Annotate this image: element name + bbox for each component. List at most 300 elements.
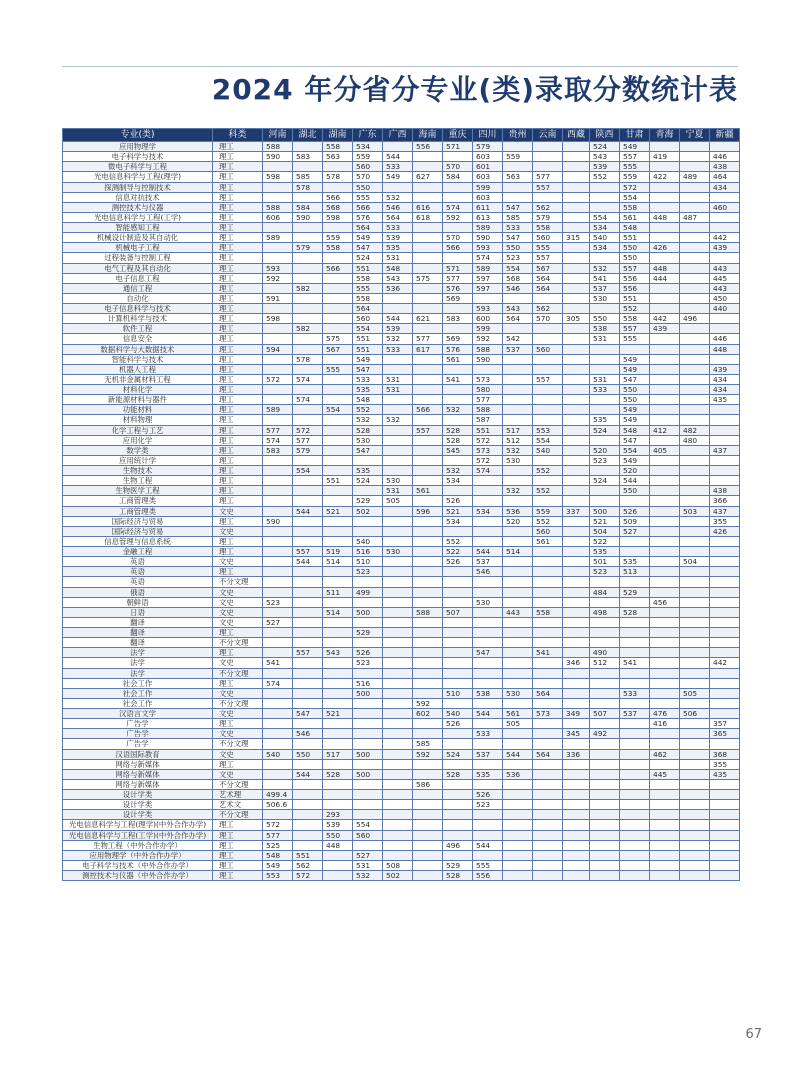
cell-score <box>590 628 620 638</box>
cell-major: 社会工作 <box>63 698 213 708</box>
header-province: 宁夏 <box>680 129 710 142</box>
cell-score <box>383 810 413 820</box>
cell-score <box>353 597 383 607</box>
cell-score <box>680 445 710 455</box>
cell-score <box>650 678 680 688</box>
cell-score <box>710 820 740 830</box>
cell-score <box>413 223 443 233</box>
cell-score <box>383 759 413 769</box>
cell-score <box>473 364 503 374</box>
table-row <box>63 779 740 789</box>
cell-score: 434 <box>710 374 740 384</box>
cell-score: 560 <box>533 344 563 354</box>
cell-score: 530 <box>383 476 413 486</box>
cell-score <box>503 182 533 192</box>
cell-score: 517 <box>503 425 533 435</box>
cell-score <box>413 243 443 253</box>
cell-score <box>383 304 413 314</box>
cell-score: 512 <box>590 658 620 668</box>
cell-score <box>680 567 710 577</box>
cell-category: 理工 <box>213 860 263 870</box>
cell-score <box>413 688 443 698</box>
cell-score: 551 <box>353 334 383 344</box>
cell-score <box>473 486 503 496</box>
cell-score <box>443 526 473 536</box>
cell-score: 555 <box>473 860 503 870</box>
cell-score <box>443 567 473 577</box>
cell-score <box>680 344 710 354</box>
cell-major: 生物工程（中外合作办学） <box>63 840 213 850</box>
cell-category: 不分文理 <box>213 638 263 648</box>
cell-category: 理工 <box>213 486 263 496</box>
cell-score <box>293 496 323 506</box>
cell-score <box>383 455 413 465</box>
cell-score <box>473 577 503 587</box>
cell-score <box>680 395 710 405</box>
cell-score <box>323 293 353 303</box>
cell-score <box>503 142 533 152</box>
cell-score: 416 <box>650 719 680 729</box>
cell-score <box>590 749 620 759</box>
cell-score: 542 <box>503 334 533 344</box>
cell-score <box>650 577 680 587</box>
cell-major: 汉语言文学 <box>63 709 213 719</box>
cell-score: 550 <box>293 749 323 759</box>
cell-score: 571 <box>443 263 473 273</box>
cell-score: 591 <box>263 293 293 303</box>
cell-category: 不分文理 <box>213 739 263 749</box>
cell-major: 广告学 <box>63 719 213 729</box>
cell-score <box>590 344 620 354</box>
cell-score <box>503 567 533 577</box>
cell-score <box>533 496 563 506</box>
cell-score <box>650 202 680 212</box>
cell-score: 532 <box>443 405 473 415</box>
cell-score <box>473 628 503 638</box>
cell-score <box>383 638 413 648</box>
cell-score <box>590 577 620 587</box>
cell-score <box>650 304 680 314</box>
cell-score <box>353 840 383 850</box>
cell-score <box>293 830 323 840</box>
cell-score <box>650 830 680 840</box>
cell-major: 机械设计制造及其自动化 <box>63 233 213 243</box>
cell-score <box>443 395 473 405</box>
cell-score <box>503 577 533 587</box>
cell-score: 355 <box>710 516 740 526</box>
cell-score <box>680 142 710 152</box>
cell-score: 594 <box>263 344 293 354</box>
cell-score <box>533 810 563 820</box>
cell-score <box>263 739 293 749</box>
table-row <box>63 506 740 516</box>
cell-score: 510 <box>353 557 383 567</box>
cell-category: 理工 <box>213 263 263 273</box>
cell-major: 设计学类 <box>63 790 213 800</box>
cell-score <box>650 253 680 263</box>
cell-score <box>473 617 503 627</box>
cell-score <box>563 496 590 506</box>
cell-score <box>293 587 323 597</box>
cell-score: 548 <box>263 850 293 860</box>
cell-score <box>710 223 740 233</box>
cell-score: 540 <box>443 709 473 719</box>
cell-score <box>590 810 620 820</box>
cell-major: 智能科学与技术 <box>63 354 213 364</box>
cell-score <box>413 445 443 455</box>
cell-category: 理工 <box>213 273 263 283</box>
cell-score <box>383 577 413 587</box>
table-row <box>63 364 740 374</box>
cell-score: 539 <box>323 820 353 830</box>
cell-score <box>680 233 710 243</box>
cell-score: 293 <box>323 810 353 820</box>
cell-score: 305 <box>563 314 590 324</box>
cell-score <box>680 769 710 779</box>
cell-score <box>563 263 590 273</box>
table-row <box>63 607 740 617</box>
cell-score: 514 <box>503 547 533 557</box>
cell-score <box>650 820 680 830</box>
cell-score <box>383 445 413 455</box>
cell-score <box>680 749 710 759</box>
cell-score <box>563 536 590 546</box>
cell-score: 561 <box>443 354 473 364</box>
cell-score <box>503 395 533 405</box>
cell-score <box>710 850 740 860</box>
cell-score <box>650 536 680 546</box>
cell-score: 526 <box>620 506 650 516</box>
cell-score: 412 <box>650 425 680 435</box>
cell-score <box>710 354 740 364</box>
cell-score: 562 <box>293 860 323 870</box>
cell-score: 572 <box>263 820 293 830</box>
cell-score <box>650 526 680 536</box>
cell-score: 557 <box>293 648 323 658</box>
cell-score: 480 <box>680 435 710 445</box>
cell-score <box>680 304 710 314</box>
cell-score <box>680 587 710 597</box>
cell-score <box>263 253 293 263</box>
table-row <box>63 587 740 597</box>
cell-score <box>443 304 473 314</box>
cell-score <box>323 658 353 668</box>
cell-major: 电子信息科学与技术 <box>63 304 213 314</box>
cell-score: 557 <box>533 253 563 263</box>
cell-category: 理工 <box>213 567 263 577</box>
cell-score <box>473 587 503 597</box>
cell-score: 545 <box>443 445 473 455</box>
cell-score: 554 <box>590 212 620 222</box>
cell-score <box>650 182 680 192</box>
cell-score <box>443 729 473 739</box>
cell-score <box>503 536 533 546</box>
cell-score: 521 <box>590 516 620 526</box>
cell-score <box>503 496 533 506</box>
cell-category: 理工 <box>213 202 263 212</box>
cell-category: 文史 <box>213 557 263 567</box>
cell-score <box>413 628 443 638</box>
cell-score: 546 <box>293 729 323 739</box>
table-row <box>63 698 740 708</box>
cell-score: 570 <box>533 314 563 324</box>
cell-score <box>443 648 473 658</box>
cell-score <box>563 860 590 870</box>
cell-score: 579 <box>533 212 563 222</box>
cell-score: 516 <box>353 678 383 688</box>
cell-score: 590 <box>473 233 503 243</box>
cell-score: 503 <box>680 506 710 516</box>
cell-score <box>323 415 353 425</box>
cell-score: 547 <box>353 445 383 455</box>
cell-score <box>443 810 473 820</box>
cell-score <box>353 668 383 678</box>
cell-score: 439 <box>710 243 740 253</box>
cell-score <box>650 486 680 496</box>
cell-score <box>353 729 383 739</box>
cell-category: 理工 <box>213 152 263 162</box>
cell-score: 439 <box>650 324 680 334</box>
cell-score: 521 <box>323 709 353 719</box>
cell-score <box>650 364 680 374</box>
cell-score <box>293 455 323 465</box>
cell-score: 555 <box>620 162 650 172</box>
cell-score <box>563 486 590 496</box>
cell-score <box>590 496 620 506</box>
cell-score: 569 <box>443 293 473 303</box>
cell-score: 592 <box>443 212 473 222</box>
cell-score <box>680 536 710 546</box>
cell-score: 582 <box>293 283 323 293</box>
cell-score <box>590 698 620 708</box>
cell-score: 538 <box>473 688 503 698</box>
cell-score <box>473 810 503 820</box>
cell-score: 548 <box>383 263 413 273</box>
table-row <box>63 658 740 668</box>
cell-score <box>563 719 590 729</box>
cell-score: 365 <box>710 729 740 739</box>
cell-score <box>563 223 590 233</box>
cell-score: 489 <box>680 172 710 182</box>
cell-major: 英语 <box>63 577 213 587</box>
cell-score <box>680 547 710 557</box>
cell-category: 理工 <box>213 182 263 192</box>
cell-score <box>650 395 680 405</box>
cell-major: 信息对抗技术 <box>63 192 213 202</box>
cell-category: 艺术文 <box>213 800 263 810</box>
cell-score: 448 <box>650 212 680 222</box>
cell-score <box>650 871 680 881</box>
cell-score: 437 <box>710 506 740 516</box>
cell-score <box>563 273 590 283</box>
cell-score <box>650 638 680 648</box>
cell-score <box>443 455 473 465</box>
cell-score: 559 <box>323 233 353 243</box>
cell-category: 不分文理 <box>213 577 263 587</box>
cell-score: 574 <box>473 253 503 263</box>
cell-score: 599 <box>473 324 503 334</box>
cell-score <box>293 263 323 273</box>
cell-score: 560 <box>353 314 383 324</box>
cell-score: 528 <box>620 607 650 617</box>
table-row <box>63 840 740 850</box>
cell-score <box>563 243 590 253</box>
table-row <box>63 212 740 222</box>
cell-category: 理工 <box>213 253 263 263</box>
cell-score <box>263 223 293 233</box>
cell-category: 文史 <box>213 658 263 668</box>
cell-score <box>710 790 740 800</box>
cell-score <box>590 304 620 314</box>
cell-score <box>650 759 680 769</box>
cell-score: 450 <box>710 293 740 303</box>
cell-score: 528 <box>443 769 473 779</box>
cell-score <box>563 617 590 627</box>
cell-score: 574 <box>293 374 323 384</box>
cell-score <box>503 658 533 668</box>
cell-score <box>443 577 473 587</box>
cell-category: 文史 <box>213 526 263 536</box>
cell-score: 575 <box>323 334 353 344</box>
cell-score: 544 <box>383 314 413 324</box>
cell-score <box>413 152 443 162</box>
cell-score: 566 <box>323 263 353 273</box>
cell-score <box>263 486 293 496</box>
cell-score <box>620 638 650 648</box>
cell-score: 574 <box>293 395 323 405</box>
cell-category: 文史 <box>213 729 263 739</box>
header-province: 河南 <box>263 129 293 142</box>
cell-score: 534 <box>443 476 473 486</box>
cell-score <box>503 192 533 202</box>
cell-score <box>323 273 353 283</box>
cell-score <box>503 759 533 769</box>
cell-score: 558 <box>323 243 353 253</box>
cell-major: 广告学 <box>63 729 213 739</box>
cell-score <box>473 476 503 486</box>
cell-score <box>413 658 443 668</box>
cell-score: 566 <box>443 243 473 253</box>
cell-score: 567 <box>323 344 353 354</box>
cell-category: 艺术理 <box>213 790 263 800</box>
cell-score <box>263 709 293 719</box>
cell-category: 理工 <box>213 354 263 364</box>
cell-score <box>263 577 293 587</box>
table-header-row <box>63 129 740 142</box>
cell-score: 554 <box>503 263 533 273</box>
cell-major: 信息安全 <box>63 334 213 344</box>
cell-score: 576 <box>443 344 473 354</box>
cell-score <box>650 466 680 476</box>
cell-score: 576 <box>353 212 383 222</box>
cell-score <box>650 162 680 172</box>
cell-score <box>293 273 323 283</box>
table-row <box>63 243 740 253</box>
cell-score <box>533 476 563 486</box>
cell-score <box>263 364 293 374</box>
cell-score <box>293 233 323 243</box>
cell-score: 583 <box>443 314 473 324</box>
cell-category: 理工 <box>213 304 263 314</box>
cell-score <box>563 587 590 597</box>
cell-score <box>293 658 323 668</box>
cell-category: 理工 <box>213 324 263 334</box>
cell-score: 456 <box>650 597 680 607</box>
cell-score: 578 <box>293 182 323 192</box>
cell-score: 549 <box>620 405 650 415</box>
cell-score <box>263 567 293 577</box>
cell-score: 555 <box>533 243 563 253</box>
score-table-container <box>62 128 739 881</box>
cell-score <box>650 800 680 810</box>
cell-score: 528 <box>323 769 353 779</box>
cell-major: 设计学类 <box>63 800 213 810</box>
cell-score: 345 <box>563 729 590 739</box>
cell-major: 工商管理类 <box>63 506 213 516</box>
cell-score: 504 <box>680 557 710 567</box>
cell-score <box>263 334 293 344</box>
cell-score <box>413 719 443 729</box>
cell-score: 419 <box>650 152 680 162</box>
cell-score <box>383 617 413 627</box>
cell-score <box>383 830 413 840</box>
cell-score: 577 <box>473 395 503 405</box>
cell-category: 理工 <box>213 820 263 830</box>
cell-score <box>443 364 473 374</box>
cell-score: 577 <box>263 425 293 435</box>
cell-score <box>383 688 413 698</box>
cell-score <box>383 648 413 658</box>
cell-score <box>650 476 680 486</box>
cell-score: 554 <box>323 405 353 415</box>
cell-score <box>503 850 533 860</box>
cell-score <box>590 597 620 607</box>
cell-score <box>383 779 413 789</box>
cell-score <box>383 516 413 526</box>
cell-score <box>413 364 443 374</box>
cell-score: 526 <box>473 790 503 800</box>
cell-score: 579 <box>293 445 323 455</box>
cell-score: 558 <box>620 202 650 212</box>
cell-score: 549 <box>353 233 383 243</box>
header-category: 科类 <box>213 129 263 142</box>
cell-score <box>710 405 740 415</box>
cell-score <box>383 506 413 516</box>
cell-major: 光电信息科学与工程(理学) <box>63 172 213 182</box>
cell-score <box>680 466 710 476</box>
cell-score: 621 <box>413 314 443 324</box>
cell-score <box>323 395 353 405</box>
cell-score <box>680 577 710 587</box>
table-row <box>63 314 740 324</box>
cell-score <box>680 253 710 263</box>
cell-score: 529 <box>353 496 383 506</box>
cell-score: 357 <box>710 719 740 729</box>
cell-score <box>383 769 413 779</box>
cell-score <box>473 516 503 526</box>
cell-score <box>413 455 443 465</box>
cell-score <box>413 871 443 881</box>
cell-category: 理工 <box>213 830 263 840</box>
cell-score: 533 <box>353 374 383 384</box>
cell-score <box>503 587 533 597</box>
cell-score <box>680 719 710 729</box>
cell-score: 541 <box>590 273 620 283</box>
cell-score <box>620 820 650 830</box>
cell-score: 498 <box>590 607 620 617</box>
cell-score <box>563 547 590 557</box>
cell-score: 435 <box>710 395 740 405</box>
